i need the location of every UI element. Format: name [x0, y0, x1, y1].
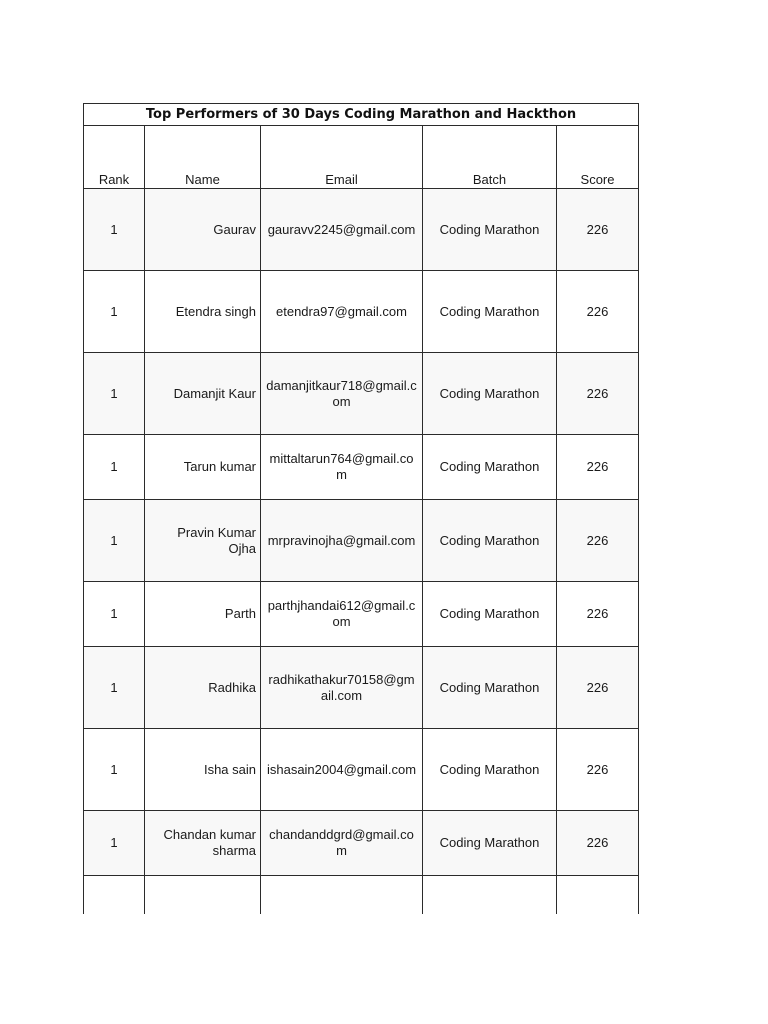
name-cell: Chandan kumar sharma — [145, 811, 261, 876]
rank-cell: 1 — [84, 271, 145, 353]
email-cell: chandanddgrd@gmail.com — [261, 811, 423, 876]
rank-cell: 1 — [84, 647, 145, 729]
email-cell: gauravv2245@gmail.com — [261, 189, 423, 271]
table-row-partial — [84, 876, 639, 915]
title-row — [84, 104, 639, 126]
header-score: Score — [557, 126, 639, 189]
batch-cell: Coding Marathon — [423, 647, 557, 729]
batch-cell: Coding Marathon — [423, 500, 557, 582]
rank-cell: 1 — [84, 811, 145, 876]
header-batch: Batch — [423, 126, 557, 189]
email-cell — [261, 876, 423, 915]
name-cell: Tarun kumar — [145, 435, 261, 500]
rank-cell: 1 — [84, 582, 145, 647]
name-cell: Isha sain — [145, 729, 261, 811]
header-rank: Rank — [84, 126, 145, 189]
batch-cell: Coding Marathon — [423, 353, 557, 435]
score-cell: 226 — [557, 811, 639, 876]
table-row — [84, 271, 639, 353]
name-cell: Damanjit Kaur — [145, 353, 261, 435]
table-row — [84, 500, 639, 582]
rank-cell: 1 — [84, 729, 145, 811]
score-cell: 226 — [557, 353, 639, 435]
score-cell: 226 — [557, 500, 639, 582]
table-row — [84, 353, 639, 435]
rank-cell: 1 — [84, 353, 145, 435]
score-cell: 226 — [557, 582, 639, 647]
email-cell: damanjitkaur718@gmail.com — [261, 353, 423, 435]
table-row — [84, 811, 639, 876]
batch-cell: Coding Marathon — [423, 271, 557, 353]
table-viewport — [83, 103, 639, 914]
rank-cell: 1 — [84, 435, 145, 500]
email-cell: radhikathakur70158@gmail.com — [261, 647, 423, 729]
name-cell: Pravin Kumar Ojha — [145, 500, 261, 582]
header-email: Email — [261, 126, 423, 189]
score-cell: 226 — [557, 189, 639, 271]
table-row — [84, 729, 639, 811]
table-row — [84, 647, 639, 729]
table-body — [84, 104, 639, 915]
top-performers-table — [83, 103, 639, 914]
name-cell: Radhika — [145, 647, 261, 729]
email-cell: mrpravinojha@gmail.com — [261, 500, 423, 582]
email-cell: mittaltarun764@gmail.com — [261, 435, 423, 500]
batch-cell: Coding Marathon — [423, 435, 557, 500]
name-cell: Parth — [145, 582, 261, 647]
rank-cell: 1 — [84, 500, 145, 582]
batch-cell: Coding Marathon — [423, 582, 557, 647]
header-name: Name — [145, 126, 261, 189]
score-cell: 226 — [557, 435, 639, 500]
batch-cell — [423, 876, 557, 915]
name-cell: Gaurav — [145, 189, 261, 271]
name-cell: Etendra singh — [145, 271, 261, 353]
name-cell — [145, 876, 261, 915]
score-cell: 226 — [557, 271, 639, 353]
header-row — [84, 126, 639, 189]
batch-cell: Coding Marathon — [423, 811, 557, 876]
score-cell — [557, 876, 639, 915]
email-cell: etendra97@gmail.com — [261, 271, 423, 353]
rank-cell — [84, 876, 145, 915]
table-row — [84, 435, 639, 500]
score-cell: 226 — [557, 729, 639, 811]
table-row — [84, 582, 639, 647]
rank-cell: 1 — [84, 189, 145, 271]
score-cell: 226 — [557, 647, 639, 729]
table-title: Top Performers of 30 Days Coding Marathon and Hackthon — [84, 104, 639, 126]
email-cell: parthjhandai612@gmail.com — [261, 582, 423, 647]
batch-cell: Coding Marathon — [423, 729, 557, 811]
email-cell: ishasain2004@gmail.com — [261, 729, 423, 811]
table-row — [84, 189, 639, 271]
batch-cell: Coding Marathon — [423, 189, 557, 271]
